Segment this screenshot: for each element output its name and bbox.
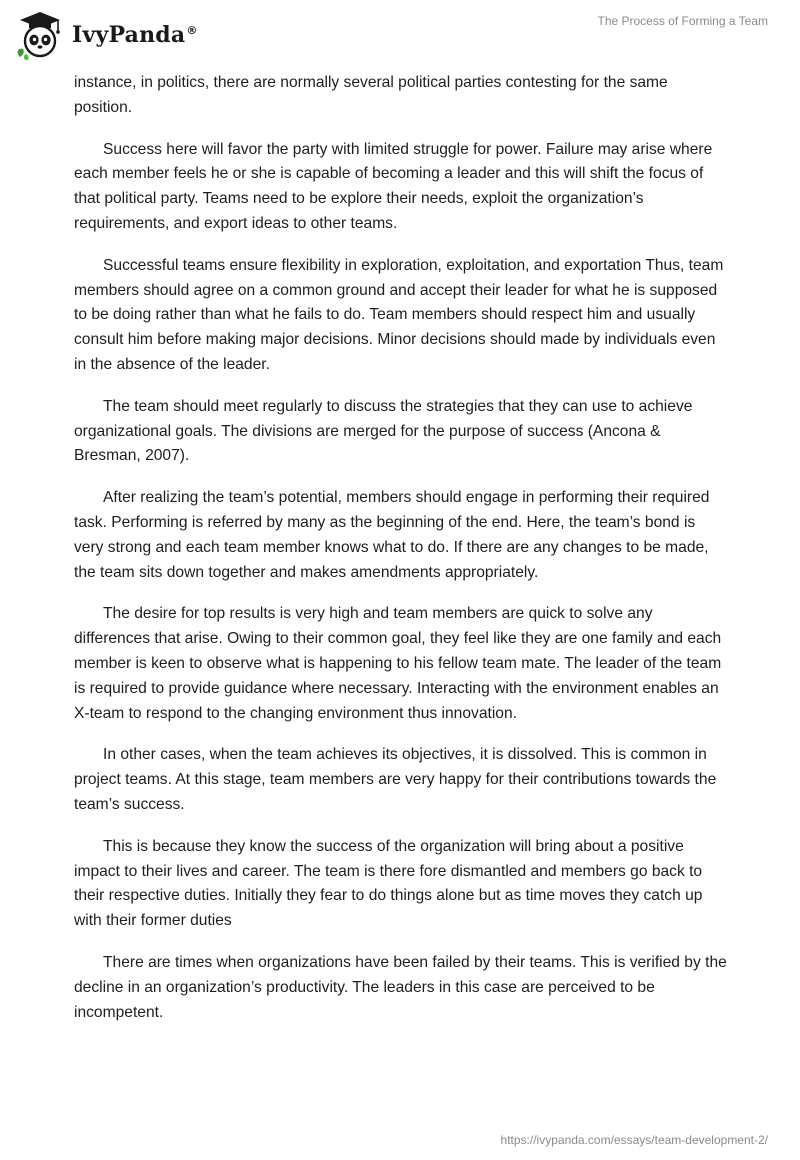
paragraph: This is because they know the success of the organization will bring about a positive impact to their lives and career. The team is there fore dismantled and members go back to their respective duties. Initially they fear to do things alone but as time moves they catch up with their former duties (74, 837, 703, 930)
paragraph: The team should meet regularly to discuss the strategies that they can use to achieve organizational goals. The divisions are merged for the purpose of success (Ancona & Bresman, 2007). (74, 397, 693, 465)
paragraph: In other cases, when the team achieves its objectives, it is dissolved. This is common in project teams. At this stage, team members are very happy for their contributions towards the team’s success. (74, 746, 717, 813)
brand-name: IvyPanda® (72, 22, 198, 48)
ivypanda-logo-icon (14, 9, 66, 61)
paragraph: The desire for top results is very high and team members are quick to solve any differences that arise. Owing to their common goal, they feel like they are one family and each member is keen to observe what is happening to his fellow team mate. The leader of the team is required to provide guidance where necessary. Interacting with the environment enables an X-team to respond to the changing environment thus innovation. (74, 605, 722, 722)
paragraph: instance, in politics, there are normally several political parties contesting for the same position. (74, 74, 668, 116)
paragraph: Successful teams ensure flexibility in exploration, exploitation, and exportation Thus, team members should agree on a common ground and accept their leader for what he is supposed to be doing rather than what he fails to do. Team members should respect him and usually consult him before making major decisions. Minor decisions should made by individuals even in the absence of the leader. (74, 256, 724, 373)
page-header (0, 0, 800, 70)
essay-body (74, 71, 728, 1042)
paragraph: There are times when organizations have been failed by their teams. This is verified by the decline in an organization’s productivity. The leaders in this case are perceived to be incompetent. (74, 953, 727, 1021)
brand-logo[interactable] (14, 8, 198, 62)
document-title: The Process of Forming a Team (597, 14, 768, 28)
paragraph: Success here will favor the party with limited struggle for power. Failure may arise where each member feels he or she is capable of becoming a leader and this will shift the focus of that political party. Teams need to be explore their needs, exploit the organization’s requirements, and export ideas to other teams. (74, 140, 713, 232)
paragraph: After realizing the team’s potential, members should engage in performing their required task. Performing is referred by many as the beginning of the end. Here, the team’s bond is very strong and each team member knows what to do. If there are any changes to be made, the team sits down together and makes amendments appropriately. (74, 489, 710, 581)
source-url[interactable]: https://ivypanda.com/essays/team-development-2/ (500, 1133, 768, 1147)
